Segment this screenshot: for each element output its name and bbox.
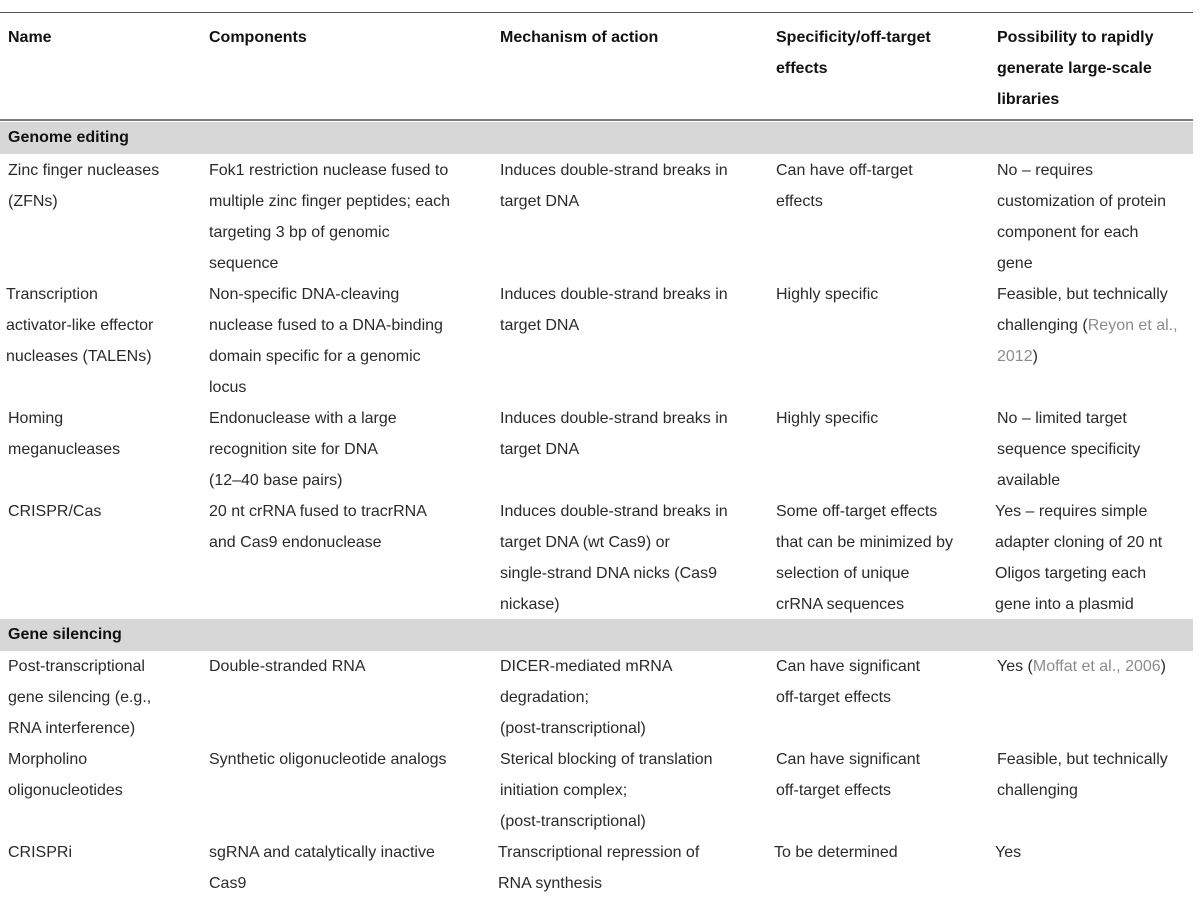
cell-name: CRISPRi	[8, 844, 73, 861]
cell-mechanism: Transcriptional repression of RNA synthesis	[498, 844, 700, 892]
cell-name: CRISPR/Cas	[8, 503, 102, 520]
cell-name: Zinc finger nucleases (ZFNs)	[8, 162, 160, 210]
section-header-genome-editing	[0, 122, 1193, 154]
cell-libraries: Yes	[995, 844, 1022, 861]
section-label: Gene silencing	[8, 626, 122, 643]
libraries-text: Feasible, but technically challenging (	[997, 286, 1168, 334]
citation-link[interactable]: Reyon et al., 2012	[997, 317, 1178, 365]
cell-specificity: To be determined	[774, 844, 898, 861]
cell-libraries	[997, 651, 1197, 682]
cell-mechanism: Induces double-strand breaks in target DNA	[500, 286, 728, 334]
cell-libraries: Feasible, but technically challenging	[997, 751, 1168, 799]
cell-specificity: Some off-target effects that can be minimized by selection of unique crRNA sequences	[776, 503, 953, 613]
cell-components: Fok1 restriction nuclease fused to multiple zinc finger peptides; each targeting 3 bp of genomic sequence	[209, 162, 451, 272]
cell-mechanism: Sterical blocking of translation initiation complex; (post-transcriptional)	[500, 751, 713, 830]
cell-libraries: No – limited target sequence specificity available	[997, 410, 1141, 489]
cell-specificity: Highly specific	[776, 286, 879, 303]
libraries-text-end: )	[1160, 658, 1166, 675]
header-components: Components	[209, 29, 307, 46]
cell-components: Synthetic oligonucleotide analogs	[209, 751, 447, 768]
cell-name: Homing meganucleases	[8, 410, 121, 458]
cell-mechanism: Induces double-strand breaks in target DNA	[500, 162, 728, 210]
libraries-text: Yes (	[997, 658, 1033, 675]
cell-mechanism: Induces double-strand breaks in target DNA	[500, 410, 728, 458]
cell-specificity: Can have significant off-target effects	[776, 658, 921, 706]
header-name: Name	[8, 29, 52, 46]
header-specificity: Specificity/off-target effects	[776, 29, 931, 77]
cell-libraries	[997, 279, 1197, 372]
header-libraries: Possibility to rapidly generate large-scale libraries	[997, 29, 1154, 108]
cell-components: Non-specific DNA-cleaving nuclease fused to a DNA-binding domain specific for a genomic locus	[209, 286, 443, 396]
header-rule	[0, 119, 1193, 121]
cell-components: 20 nt crRNA fused to tracrRNA and Cas9 endonuclease	[209, 503, 427, 551]
cell-name: Morpholino oligonucleotides	[8, 751, 123, 799]
cell-specificity: Highly specific	[776, 410, 879, 427]
table-top-rule	[0, 12, 1193, 13]
citation-link[interactable]: Moffat et al., 2006	[1032, 658, 1161, 675]
cell-components: Double-stranded RNA	[209, 658, 366, 675]
cell-libraries: No – requires customization of protein component for each gene	[997, 162, 1166, 272]
cell-components: Endonuclease with a large recognition site for DNA (12–40 base pairs)	[209, 410, 397, 489]
section-header-gene-silencing	[0, 619, 1193, 651]
cell-libraries: Yes – requires simple adapter cloning of 20 nt Oligos targeting each gene into a plasmid	[995, 503, 1163, 613]
libraries-text-end: )	[1032, 348, 1038, 365]
cell-specificity: Can have significant off-target effects	[776, 751, 921, 799]
cell-components: sgRNA and catalytically inactive Cas9	[209, 844, 435, 892]
header-mechanism: Mechanism of action	[500, 29, 659, 46]
cell-specificity: Can have off-target effects	[776, 162, 913, 210]
cell-mechanism: DICER-mediated mRNA degradation; (post-transcriptional)	[500, 658, 673, 737]
section-label: Genome editing	[8, 129, 129, 146]
cell-mechanism: Induces double-strand breaks in target DNA (wt Cas9) or single-strand DNA nicks (Cas9 nickase)	[500, 503, 728, 613]
cell-name: Transcription activator-like effector nucleases (TALENs)	[6, 286, 154, 365]
cell-name: Post-transcriptional gene silencing (e.g., RNA interference)	[8, 658, 152, 737]
